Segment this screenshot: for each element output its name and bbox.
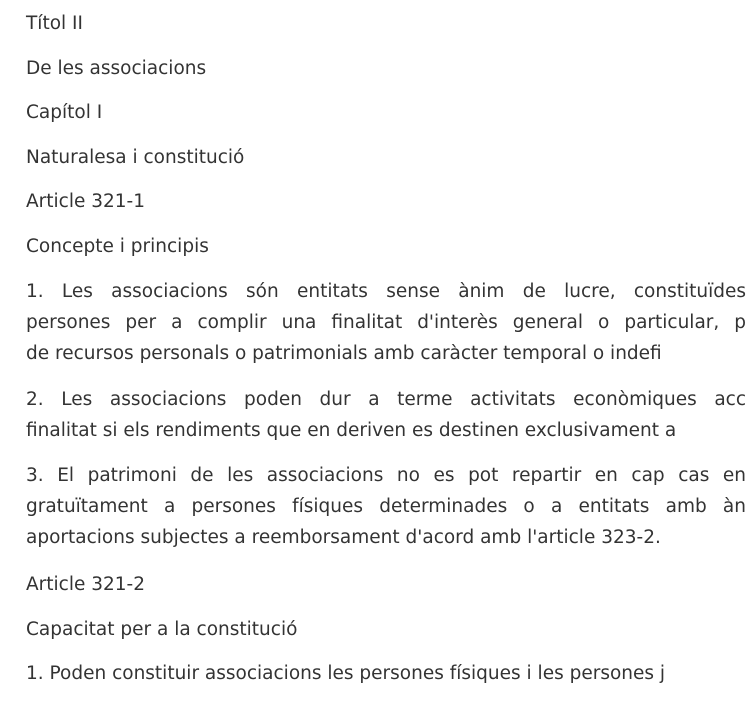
paragraph-line: persones per a complir una finalitat d'interès general o particular, p (26, 312, 746, 334)
article-321-1-label: Article 321-1 (26, 191, 145, 212)
article-321-2-label: Article 321-2 (26, 574, 145, 595)
article-321-1-name: Concepte i principis (26, 236, 209, 257)
paragraph-line: de recursos personals o patrimonials amb caràcter temporal o indefi (26, 343, 662, 365)
paragraph-line: 3. El patrimoni de les associacions no es pot repartir en cap cas en (26, 465, 746, 486)
title-number: Títol II (26, 13, 83, 34)
paragraph-line: gratuïtament a persones físiques determinades o a entitats amb àn (26, 496, 746, 518)
title-name: De les associacions (26, 58, 207, 79)
paragraph-line: 1. Les associacions són entitats sense ànim de lucre, constituïdes (26, 281, 746, 302)
article-321-2-paragraph-1 (26, 658, 746, 689)
paragraph-line: 1. Poden constituir associacions les persones físiques i les persones j (26, 663, 666, 684)
article-321-1-paragraph-2 (26, 384, 746, 446)
paragraph-line: aportacions subjectes a reemborsament d'acord amb l'article 323-2. (26, 527, 661, 549)
paragraph-line: 2. Les associacions poden dur a terme activitats econòmiques acc (26, 389, 746, 410)
chapter-name: Naturalesa i constitució (26, 147, 245, 168)
paragraph-line: finalitat si els rendiments que en deriven es destinen exclusivament a (26, 420, 677, 442)
article-321-1-paragraph-3 (26, 460, 746, 554)
article-321-2-name: Capacitat per a la constitució (26, 619, 298, 640)
article-321-1-paragraph-1 (26, 276, 746, 370)
chapter-number: Capítol I (26, 102, 103, 123)
